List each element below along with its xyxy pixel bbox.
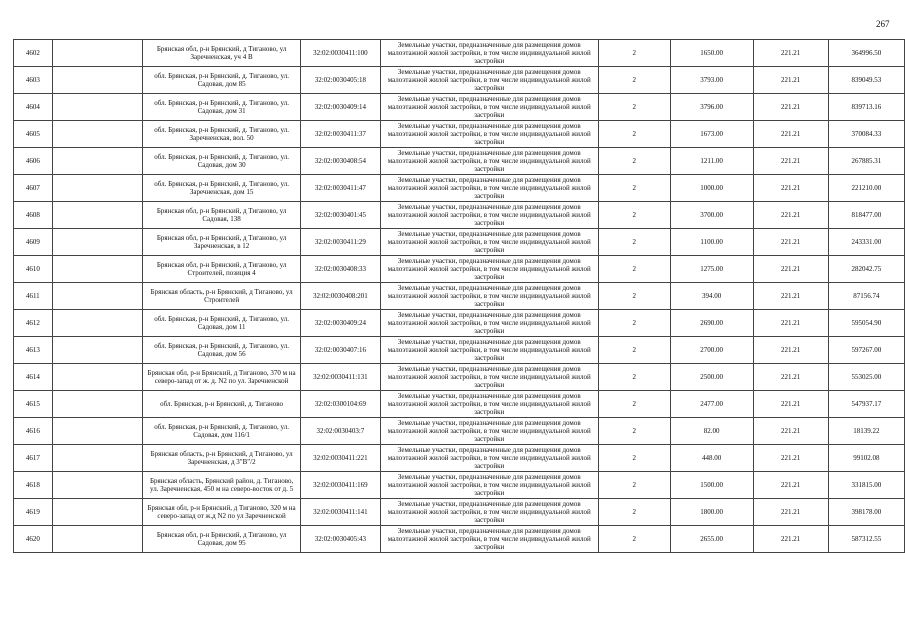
row-number: 4619 bbox=[14, 499, 53, 526]
cadastral-value-cell: 398178.00 bbox=[828, 499, 904, 526]
area-cell: 1673.00 bbox=[670, 121, 753, 148]
table-row bbox=[14, 67, 905, 94]
address-cell: обл. Брянская, р-н Брянский, д. Тиганово, ул. Заречненская, дом 15 bbox=[143, 175, 301, 202]
table-row bbox=[14, 94, 905, 121]
address-cell: обл. Брянская, р-н Брянский, д. Тиганово, ул. Садовая, дом 30 bbox=[143, 148, 301, 175]
rate-cell: 221.21 bbox=[753, 67, 828, 94]
blank-cell bbox=[52, 202, 142, 229]
row-number: 4620 bbox=[14, 526, 53, 553]
cadastral-value-cell: 364996.50 bbox=[828, 40, 904, 67]
cadastral-value-cell: 370084.33 bbox=[828, 121, 904, 148]
cadastral-value-cell: 587312.55 bbox=[828, 526, 904, 553]
cadastral-value-cell: 547937.17 bbox=[828, 391, 904, 418]
rate-cell: 221.21 bbox=[753, 121, 828, 148]
table-row bbox=[14, 40, 905, 67]
area-cell: 82.00 bbox=[670, 418, 753, 445]
category-cell: 2 bbox=[598, 418, 670, 445]
blank-cell bbox=[52, 499, 142, 526]
address-cell: Брянская обл, р-н Брянский, д Тиганово, 370 м на северо-запад от ж. д. N2 по ул. Заречненской bbox=[143, 364, 301, 391]
row-number: 4609 bbox=[14, 229, 53, 256]
category-cell: 2 bbox=[598, 202, 670, 229]
address-cell: обл. Брянская, р-н Брянский, д. Тиганово, ул. Садовая, дом 116/1 bbox=[143, 418, 301, 445]
cadastral-number-cell: 32:02:0300104:69 bbox=[301, 391, 381, 418]
area-cell: 1800.00 bbox=[670, 499, 753, 526]
row-number: 4606 bbox=[14, 148, 53, 175]
cadastral-number-cell: 32:02:0030408:54 bbox=[301, 148, 381, 175]
area-cell: 2700.00 bbox=[670, 337, 753, 364]
row-number: 4613 bbox=[14, 337, 53, 364]
category-cell: 2 bbox=[598, 229, 670, 256]
blank-cell bbox=[52, 310, 142, 337]
category-cell: 2 bbox=[598, 337, 670, 364]
category-cell: 2 bbox=[598, 148, 670, 175]
permitted-use-cell: Земельные участки, предназначенные для размещения домов малоэтажной жилой застройки, в том числе индивидуальной жилой застройки bbox=[380, 202, 598, 229]
cadastral-value-cell: 18139.22 bbox=[828, 418, 904, 445]
area-cell: 3793.00 bbox=[670, 67, 753, 94]
cadastral-value-cell: 839049.53 bbox=[828, 67, 904, 94]
cadastral-value-cell: 267885.31 bbox=[828, 148, 904, 175]
address-cell: Брянская обл, р-н Брянский, д Тиганово, ул Садовая, 138 bbox=[143, 202, 301, 229]
category-cell: 2 bbox=[598, 121, 670, 148]
address-cell: Брянская обл, р-н Брянский, д Тиганово, ул Строителей, позиция 4 bbox=[143, 256, 301, 283]
permitted-use-cell: Земельные участки, предназначенные для размещения домов малоэтажной жилой застройки, в том числе индивидуальной жилой застройки bbox=[380, 472, 598, 499]
blank-cell bbox=[52, 337, 142, 364]
category-cell: 2 bbox=[598, 256, 670, 283]
blank-cell bbox=[52, 418, 142, 445]
address-cell: обл. Брянская, р-н Брянский, д. Тиганово, ул. Садовая, дом 56 bbox=[143, 337, 301, 364]
cadastral-value-cell: 597267.00 bbox=[828, 337, 904, 364]
area-cell: 1650.00 bbox=[670, 40, 753, 67]
permitted-use-cell: Земельные участки, предназначенные для размещения домов малоэтажной жилой застройки, в том числе индивидуальной жилой застройки bbox=[380, 364, 598, 391]
category-cell: 2 bbox=[598, 445, 670, 472]
blank-cell bbox=[52, 229, 142, 256]
area-cell: 3700.00 bbox=[670, 202, 753, 229]
blank-cell bbox=[52, 175, 142, 202]
cadastral-number-cell: 32:02:0030405:18 bbox=[301, 67, 381, 94]
cadastral-value-cell: 99102.08 bbox=[828, 445, 904, 472]
address-cell: Брянская обл, р-н Брянский, д Тиганово, ул Заречненская, в 12 bbox=[143, 229, 301, 256]
cadastral-value-cell: 839713.16 bbox=[828, 94, 904, 121]
cadastral-value-cell: 221210.00 bbox=[828, 175, 904, 202]
permitted-use-cell: Земельные участки, предназначенные для размещения домов малоэтажной жилой застройки, в том числе индивидуальной жилой застройки bbox=[380, 229, 598, 256]
cadastral-value-cell: 282042.75 bbox=[828, 256, 904, 283]
table-body bbox=[14, 40, 905, 553]
category-cell: 2 bbox=[598, 310, 670, 337]
table-row bbox=[14, 499, 905, 526]
permitted-use-cell: Земельные участки, предназначенные для размещения домов малоэтажной жилой застройки, в том числе индивидуальной жилой застройки bbox=[380, 337, 598, 364]
category-cell: 2 bbox=[598, 526, 670, 553]
category-cell: 2 bbox=[598, 283, 670, 310]
cadastral-value-cell: 331815.00 bbox=[828, 472, 904, 499]
address-cell: Брянская обл, р-н Брянский, д Тиганово, ул Садовая, дом 95 bbox=[143, 526, 301, 553]
blank-cell bbox=[52, 256, 142, 283]
row-number: 4604 bbox=[14, 94, 53, 121]
permitted-use-cell: Земельные участки, предназначенные для размещения домов малоэтажной жилой застройки, в том числе индивидуальной жилой застройки bbox=[380, 121, 598, 148]
area-cell: 1100.00 bbox=[670, 229, 753, 256]
rate-cell: 221.21 bbox=[753, 229, 828, 256]
address-cell: обл. Брянская, р-н Брянский, д. Тиганово bbox=[143, 391, 301, 418]
blank-cell bbox=[52, 364, 142, 391]
permitted-use-cell: Земельные участки, предназначенные для размещения домов малоэтажной жилой застройки, в том числе индивидуальной жилой застройки bbox=[380, 94, 598, 121]
row-number: 4605 bbox=[14, 121, 53, 148]
blank-cell bbox=[52, 445, 142, 472]
cadastral-number-cell: 32:02:0030403:7 bbox=[301, 418, 381, 445]
cadastral-value-cell: 595054.90 bbox=[828, 310, 904, 337]
table-row bbox=[14, 229, 905, 256]
area-cell: 1000.00 bbox=[670, 175, 753, 202]
permitted-use-cell: Земельные участки, предназначенные для размещения домов малоэтажной жилой застройки, в том числе индивидуальной жилой застройки bbox=[380, 310, 598, 337]
row-number: 4610 bbox=[14, 256, 53, 283]
cadastral-value-cell: 87156.74 bbox=[828, 283, 904, 310]
table-row bbox=[14, 283, 905, 310]
cadastral-value-cell: 818477.00 bbox=[828, 202, 904, 229]
category-cell: 2 bbox=[598, 499, 670, 526]
cadastral-number-cell: 32:02:0030411:47 bbox=[301, 175, 381, 202]
row-number: 4614 bbox=[14, 364, 53, 391]
permitted-use-cell: Земельные участки, предназначенные для размещения домов малоэтажной жилой застройки, в том числе индивидуальной жилой застройки bbox=[380, 256, 598, 283]
category-cell: 2 bbox=[598, 67, 670, 94]
permitted-use-cell: Земельные участки, предназначенные для размещения домов малоэтажной жилой застройки, в том числе индивидуальной жилой застройки bbox=[380, 148, 598, 175]
cadastral-number-cell: 32:02:0030408:33 bbox=[301, 256, 381, 283]
rate-cell: 221.21 bbox=[753, 40, 828, 67]
permitted-use-cell: Земельные участки, предназначенные для размещения домов малоэтажной жилой застройки, в том числе индивидуальной жилой застройки bbox=[380, 445, 598, 472]
rate-cell: 221.21 bbox=[753, 148, 828, 175]
area-cell: 1211.00 bbox=[670, 148, 753, 175]
rate-cell: 221.21 bbox=[753, 418, 828, 445]
blank-cell bbox=[52, 472, 142, 499]
permitted-use-cell: Земельные участки, предназначенные для размещения домов малоэтажной жилой застройки, в том числе индивидуальной жилой застройки bbox=[380, 418, 598, 445]
permitted-use-cell: Земельные участки, предназначенные для размещения домов малоэтажной жилой застройки, в том числе индивидуальной жилой застройки bbox=[380, 526, 598, 553]
rate-cell: 221.21 bbox=[753, 391, 828, 418]
cadastral-number-cell: 32:02:0030411:169 bbox=[301, 472, 381, 499]
category-cell: 2 bbox=[598, 391, 670, 418]
rate-cell: 221.21 bbox=[753, 94, 828, 121]
cadastral-number-cell: 32:02:0030407:16 bbox=[301, 337, 381, 364]
rate-cell: 221.21 bbox=[753, 202, 828, 229]
cadastral-number-cell: 32:02:0030411:131 bbox=[301, 364, 381, 391]
category-cell: 2 bbox=[598, 175, 670, 202]
table-row bbox=[14, 256, 905, 283]
rate-cell: 221.21 bbox=[753, 283, 828, 310]
cadastral-number-cell: 32:02:0030411:37 bbox=[301, 121, 381, 148]
blank-cell bbox=[52, 148, 142, 175]
row-number: 4617 bbox=[14, 445, 53, 472]
rate-cell: 221.21 bbox=[753, 526, 828, 553]
area-cell: 448.00 bbox=[670, 445, 753, 472]
row-number: 4618 bbox=[14, 472, 53, 499]
blank-cell bbox=[52, 94, 142, 121]
blank-cell bbox=[52, 67, 142, 94]
table-row bbox=[14, 364, 905, 391]
page-number: 267 bbox=[876, 19, 890, 29]
table-row bbox=[14, 418, 905, 445]
area-cell: 1275.00 bbox=[670, 256, 753, 283]
address-cell: обл. Брянская, р-н Брянский, д. Тиганово, ул. Заречненская, вол. 50 bbox=[143, 121, 301, 148]
permitted-use-cell: Земельные участки, предназначенные для размещения домов малоэтажной жилой застройки, в том числе индивидуальной жилой застройки bbox=[380, 283, 598, 310]
table-row bbox=[14, 472, 905, 499]
cadastral-number-cell: 32:02:0030411:141 bbox=[301, 499, 381, 526]
blank-cell bbox=[52, 121, 142, 148]
permitted-use-cell: Земельные участки, предназначенные для размещения домов малоэтажной жилой застройки, в том числе индивидуальной жилой застройки bbox=[380, 175, 598, 202]
area-cell: 394.00 bbox=[670, 283, 753, 310]
row-number: 4602 bbox=[14, 40, 53, 67]
address-cell: обл. Брянская, р-н Брянский, д. Тиганово, ул. Садовая, дом 31 bbox=[143, 94, 301, 121]
address-cell: Брянская область, р-н Брянский, д Тиганово, ул Строителей bbox=[143, 283, 301, 310]
table-row bbox=[14, 148, 905, 175]
table-row bbox=[14, 391, 905, 418]
permitted-use-cell: Земельные участки, предназначенные для размещения домов малоэтажной жилой застройки, в том числе индивидуальной жилой застройки bbox=[380, 40, 598, 67]
address-cell: обл. Брянская, р-н Брянский, д. Тиганово, ул. Садовая, дом 11 bbox=[143, 310, 301, 337]
permitted-use-cell: Земельные участки, предназначенные для размещения домов малоэтажной жилой застройки, в том числе индивидуальной жилой застройки bbox=[380, 499, 598, 526]
rate-cell: 221.21 bbox=[753, 499, 828, 526]
area-cell: 2690.00 bbox=[670, 310, 753, 337]
cadastral-number-cell: 32:02:0030411:221 bbox=[301, 445, 381, 472]
table-row bbox=[14, 526, 905, 553]
blank-cell bbox=[52, 40, 142, 67]
cadastral-number-cell: 32:02:0030411:29 bbox=[301, 229, 381, 256]
blank-cell bbox=[52, 526, 142, 553]
rate-cell: 221.21 bbox=[753, 256, 828, 283]
rate-cell: 221.21 bbox=[753, 175, 828, 202]
address-cell: Брянская область, р-н Брянский, д Тиганово, ул Заречненская, д 3"В"/2 bbox=[143, 445, 301, 472]
category-cell: 2 bbox=[598, 364, 670, 391]
row-number: 4608 bbox=[14, 202, 53, 229]
category-cell: 2 bbox=[598, 40, 670, 67]
row-number: 4616 bbox=[14, 418, 53, 445]
rate-cell: 221.21 bbox=[753, 472, 828, 499]
rate-cell: 221.21 bbox=[753, 310, 828, 337]
cadastral-number-cell: 32:02:0030408:201 bbox=[301, 283, 381, 310]
rate-cell: 221.21 bbox=[753, 445, 828, 472]
cadastral-number-cell: 32:02:0030411:100 bbox=[301, 40, 381, 67]
table-row bbox=[14, 445, 905, 472]
cadastral-number-cell: 32:02:0030409:14 bbox=[301, 94, 381, 121]
category-cell: 2 bbox=[598, 94, 670, 121]
row-number: 4611 bbox=[14, 283, 53, 310]
cadastral-number-cell: 32:02:0030401:45 bbox=[301, 202, 381, 229]
row-number: 4603 bbox=[14, 67, 53, 94]
area-cell: 2500.00 bbox=[670, 364, 753, 391]
table-row bbox=[14, 121, 905, 148]
row-number: 4615 bbox=[14, 391, 53, 418]
cadastral-number-cell: 32:02:0030409:24 bbox=[301, 310, 381, 337]
table-row bbox=[14, 337, 905, 364]
permitted-use-cell: Земельные участки, предназначенные для размещения домов малоэтажной жилой застройки, в том числе индивидуальной жилой застройки bbox=[380, 391, 598, 418]
cadastral-value-cell: 553025.00 bbox=[828, 364, 904, 391]
address-cell: Брянская обл, р-н Брянский, д Тиганово, ул Заречненская, уч 4 В bbox=[143, 40, 301, 67]
address-cell: Брянская область, Брянский район, д. Тиганово, ул. Заречненская, 450 м на северо-восток от д. 5 bbox=[143, 472, 301, 499]
row-number: 4612 bbox=[14, 310, 53, 337]
area-cell: 2655.00 bbox=[670, 526, 753, 553]
table-row bbox=[14, 310, 905, 337]
cadastral-number-cell: 32:02:0030405:43 bbox=[301, 526, 381, 553]
area-cell: 2477.00 bbox=[670, 391, 753, 418]
land-registry-table bbox=[13, 39, 905, 553]
row-number: 4607 bbox=[14, 175, 53, 202]
address-cell: Брянская обл, р-н Брянский, д Тиганово, 320 м на северо-запад от ж.д N2 по ул Заречненской bbox=[143, 499, 301, 526]
category-cell: 2 bbox=[598, 472, 670, 499]
permitted-use-cell: Земельные участки, предназначенные для размещения домов малоэтажной жилой застройки, в том числе индивидуальной жилой застройки bbox=[380, 67, 598, 94]
area-cell: 1500.00 bbox=[670, 472, 753, 499]
rate-cell: 221.21 bbox=[753, 364, 828, 391]
blank-cell bbox=[52, 391, 142, 418]
cadastral-value-cell: 243331.00 bbox=[828, 229, 904, 256]
table-row bbox=[14, 175, 905, 202]
table-row bbox=[14, 202, 905, 229]
area-cell: 3796.00 bbox=[670, 94, 753, 121]
address-cell: обл. Брянская, р-н Брянский, д. Тиганово, ул. Садовая, дом 85 bbox=[143, 67, 301, 94]
blank-cell bbox=[52, 283, 142, 310]
rate-cell: 221.21 bbox=[753, 337, 828, 364]
